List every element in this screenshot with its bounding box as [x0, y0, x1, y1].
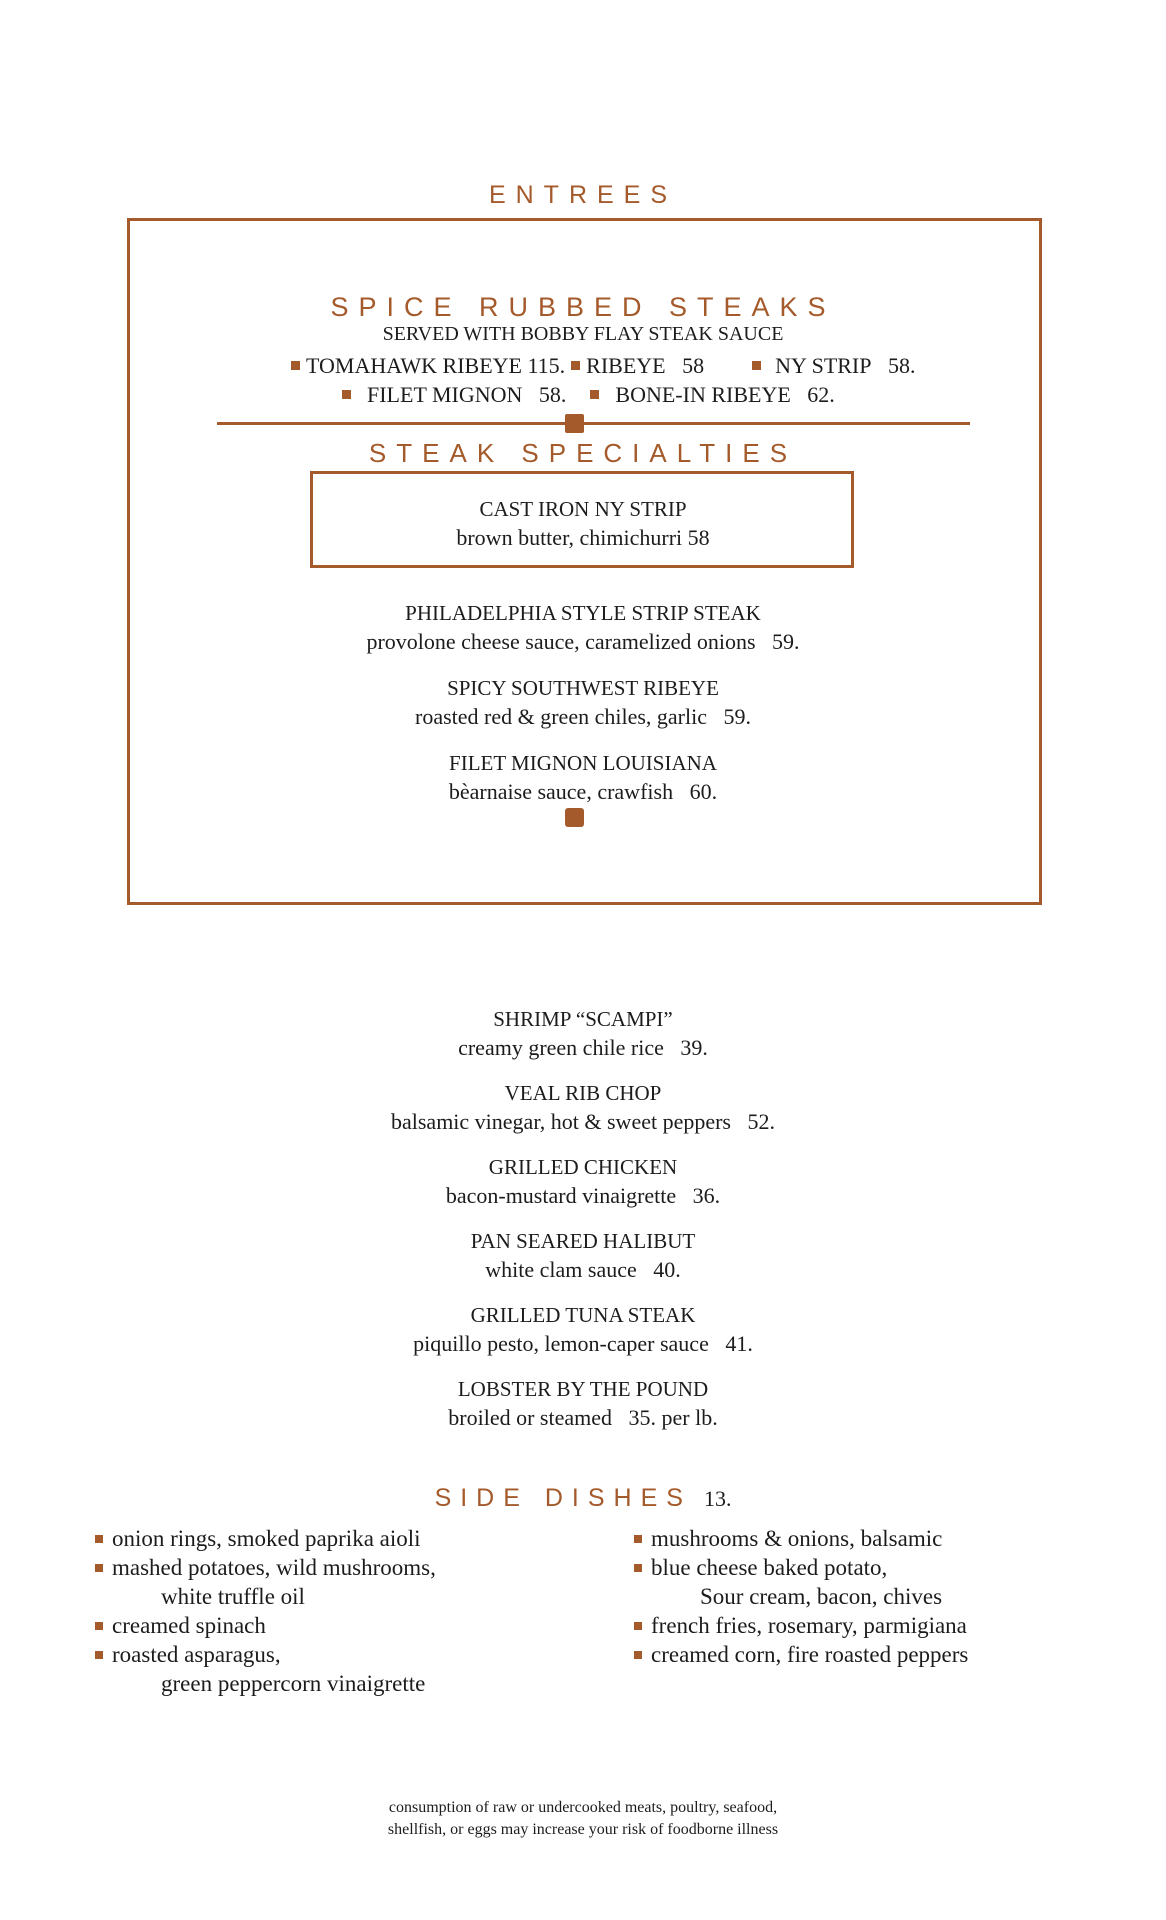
featured-item — [0, 496, 1166, 552]
item-name: LOBSTER BY THE POUND — [457, 1377, 709, 1401]
item-price: 39. — [680, 1035, 708, 1060]
item-description — [0, 1107, 1166, 1136]
item-price: 52. — [747, 1109, 775, 1134]
steak-list-row-2 — [342, 382, 835, 408]
item-description — [0, 1181, 1166, 1210]
steak-price: 62. — [807, 382, 835, 407]
side-dishes-price: 13. — [703, 1486, 732, 1511]
item-desc-text: piquillo pesto, lemon-caper sauce — [413, 1331, 709, 1356]
bullet-square-icon — [571, 361, 580, 370]
frame-end-square-icon — [565, 808, 584, 827]
bullet-square-icon — [95, 1535, 103, 1543]
bullet-square-icon — [634, 1622, 642, 1630]
side-dish-text: blue cheese baked potato, — [651, 1555, 888, 1580]
menu-item — [0, 1006, 1166, 1062]
disclaimer-line: shellfish, or eggs may increase your risk of foodborne illness — [387, 1821, 779, 1838]
steak-name: BONE-IN RIBEYE — [615, 382, 791, 407]
item-desc-text: white clam sauce — [485, 1257, 637, 1282]
item-desc-text: creamy green chile rice — [458, 1035, 664, 1060]
bullet-square-icon — [634, 1535, 642, 1543]
item-name: GRILLED CHICKEN — [488, 1155, 678, 1179]
item-desc-text: balsamic vinegar, hot & sweet peppers — [390, 1109, 731, 1134]
food-safety-disclaimer — [0, 1797, 1166, 1841]
bullet-square-icon — [95, 1622, 103, 1630]
steak-price: 58 — [682, 353, 705, 378]
menu-item — [0, 1154, 1166, 1210]
bullet-square-icon — [752, 361, 761, 370]
steak-sauce-subtitle: SERVED WITH BOBBY FLAY STEAK SAUCE — [382, 323, 784, 345]
item-desc-text: roasted red & green chiles, garlic — [415, 704, 707, 729]
side-dish-text: french fries, rosemary, parmigiana — [651, 1613, 967, 1638]
side-dish-item — [634, 1640, 968, 1669]
side-dish-item — [95, 1524, 436, 1553]
steak-name: TOMAHAWK RIBEYE — [306, 353, 522, 378]
menu-item — [0, 750, 1166, 806]
disclaimer-line: consumption of raw or undercooked meats, poultry, seafood, — [388, 1799, 778, 1816]
side-dish-text: mushrooms & onions, balsamic — [651, 1526, 943, 1551]
item-name: FILET MIGNON LOUISIANA — [449, 751, 717, 775]
item-name: PHILADELPHIA STYLE STRIP STEAK — [405, 601, 761, 625]
item-name: CAST IRON NY STRIP — [479, 497, 687, 521]
side-dish-text: mashed potatoes, wild mushrooms, — [112, 1555, 436, 1580]
steak-price: 58. — [538, 382, 567, 407]
item-description — [0, 1403, 1166, 1432]
side-dish-text: onion rings, smoked paprika aioli — [112, 1526, 421, 1551]
menu-item — [0, 600, 1166, 656]
menu-item — [0, 1302, 1166, 1358]
item-price: 35. per lb. — [628, 1405, 718, 1430]
side-dish-item — [634, 1524, 968, 1553]
bullet-square-icon — [590, 390, 599, 399]
item-price: 60. — [689, 779, 718, 804]
item-description — [0, 1033, 1166, 1062]
side-dish-item — [95, 1611, 436, 1640]
item-description — [0, 777, 1166, 806]
item-name: SPICY SOUTHWEST RIBEYE — [447, 676, 719, 700]
menu-item — [0, 1080, 1166, 1136]
side-dish-continuation: green peppercorn vinaigrette — [161, 1671, 426, 1696]
steak-list-row-1 — [291, 353, 916, 379]
item-desc-text: bèarnaise sauce, crawfish — [448, 779, 674, 804]
item-price: 41. — [725, 1331, 753, 1356]
bullet-square-icon — [342, 390, 351, 399]
side-dish-text: creamed corn, fire roasted peppers — [651, 1642, 969, 1667]
spice-rubbed-steaks-heading: SPICE RUBBED STEAKS — [330, 292, 836, 322]
bullet-square-icon — [291, 361, 300, 370]
side-dish-text: roasted asparagus, — [112, 1642, 281, 1667]
side-dish-continuation: white truffle oil — [161, 1584, 305, 1609]
item-price: 59. — [772, 629, 800, 654]
item-price: 36. — [692, 1183, 721, 1208]
menu-item — [0, 675, 1166, 731]
item-name: SHRIMP “SCAMPI” — [493, 1007, 673, 1031]
bullet-square-icon — [95, 1651, 103, 1659]
bullet-square-icon — [95, 1564, 103, 1572]
item-desc-text: bacon-mustard vinaigrette — [445, 1183, 677, 1208]
item-price: 40. — [653, 1257, 681, 1282]
item-price: 59. — [723, 704, 751, 729]
side-dishes-heading: SIDE DISHES — [434, 1484, 692, 1512]
side-dishes-left-column — [95, 1524, 436, 1698]
item-desc-text: provolone cheese sauce, caramelized onions — [366, 629, 756, 654]
item-description — [0, 702, 1166, 731]
side-dish-item — [95, 1553, 436, 1582]
steak-specialties-heading: STEAK SPECIALTIES — [368, 438, 798, 468]
entrees-heading: ENTREES — [488, 181, 678, 209]
item-name: PAN SEARED HALIBUT — [470, 1229, 696, 1253]
side-dish-text: creamed spinach — [112, 1613, 266, 1638]
bullet-square-icon — [634, 1564, 642, 1572]
side-dish-continuation: Sour cream, bacon, chives — [700, 1584, 943, 1609]
steak-price: 115. — [527, 353, 566, 378]
steak-name: RIBEYE — [586, 353, 666, 378]
menu-item — [0, 1228, 1166, 1284]
steak-price: 58. — [888, 353, 916, 378]
item-description — [0, 1255, 1166, 1284]
side-dishes-header — [0, 1484, 1166, 1513]
side-dish-item — [634, 1553, 968, 1582]
item-description: brown butter, chimichurri 58 — [456, 525, 710, 550]
item-desc-text: broiled or steamed — [448, 1405, 613, 1430]
item-name: GRILLED TUNA STEAK — [470, 1303, 696, 1327]
section-divider — [217, 422, 970, 425]
steak-name: NY STRIP — [775, 353, 872, 378]
divider-square-icon — [565, 414, 584, 433]
bullet-square-icon — [634, 1651, 642, 1659]
menu-item — [0, 1376, 1166, 1432]
item-description — [0, 1329, 1166, 1358]
item-description — [0, 627, 1166, 656]
item-name: VEAL RIB CHOP — [504, 1081, 662, 1105]
steak-name: FILET MIGNON — [367, 382, 523, 407]
side-dish-item — [634, 1611, 968, 1640]
side-dishes-right-column — [634, 1524, 968, 1669]
side-dish-item — [95, 1640, 436, 1669]
